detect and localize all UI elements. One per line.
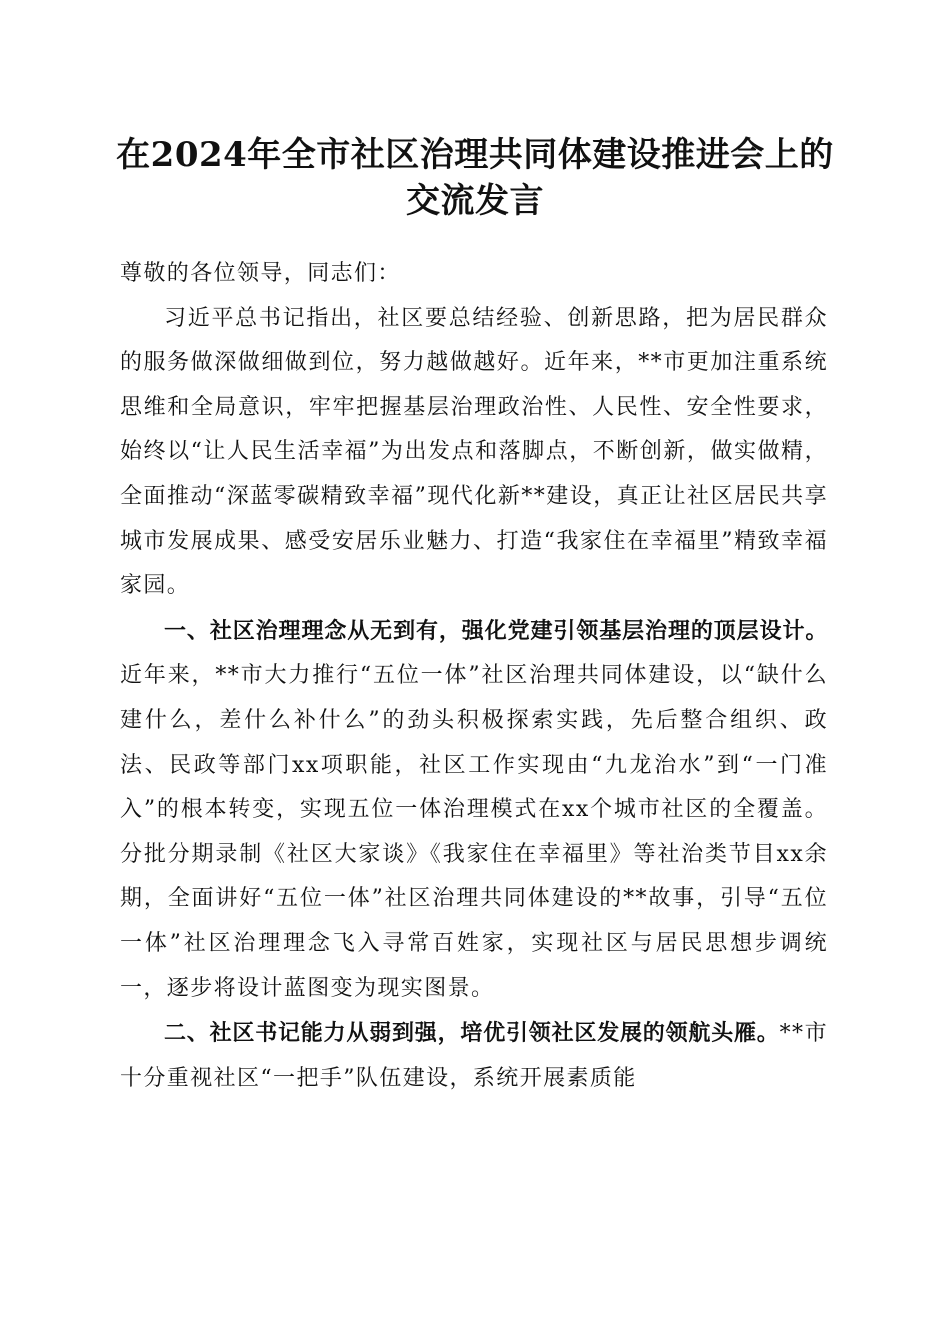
- document-body: [120, 252, 828, 1101]
- section-2-paragraph: [120, 1011, 828, 1101]
- salutation: 尊敬的各位领导，同志们：: [120, 261, 401, 286]
- section-2-body: **市十分重视社区“一把手”队伍建设，系统开展素质能: [120, 1021, 829, 1091]
- section-2-heading: 二、社区书记能力从弱到强，培优引领社区发展的领航头雁。: [164, 1020, 780, 1047]
- section-1-paragraph: [120, 609, 828, 1011]
- document-title: 在2024年全市社区治理共同体建设推进会上的交流发言: [116, 135, 834, 221]
- section-1-body: 近年来，**市大力推行“五位一体”社区治理共同体建设，以“缺什么建什么，差什么补什么”的劲头积极探索实践，先后整合组织、政法、民政等部门xx项职能，社区工作实现由“九龙治水”到“一门准入”的根本转变，实现五位一体治理模式在xx个城市社区的全覆盖。分批分期录制《社区大家谈》《我家住在幸福里》等社治类节目xx余期，全面讲好“五位一体”社区治理共同体建设的**故事，引导“五位一体”社区治理理念飞入寻常百姓家，实现社区与居民思想步调统一，逐步将设计蓝图变为现实图景。: [120, 663, 828, 1001]
- section-1-heading: 一、社区治理理念从无到有，强化党建引领基层治理的顶层设计。: [164, 617, 828, 644]
- intro-paragraph: 习近平总书记指出，社区要总结经验、创新思路，把为居民群众的服务做深做细做到位，努力越做越好。近年来，**市更加注重系统思维和全局意识，牢牢把握基层治理政治性、人民性、安全性要求，始终以“让人民生活幸福”为出发点和落脚点，不断创新，做实做精，全面推动“深蓝零碳精致幸福”现代化新**建设，真正让社区居民共享城市发展成果、感受安居乐业魅力、打造“我家住在幸福里”精致幸福家园。: [120, 305, 828, 599]
